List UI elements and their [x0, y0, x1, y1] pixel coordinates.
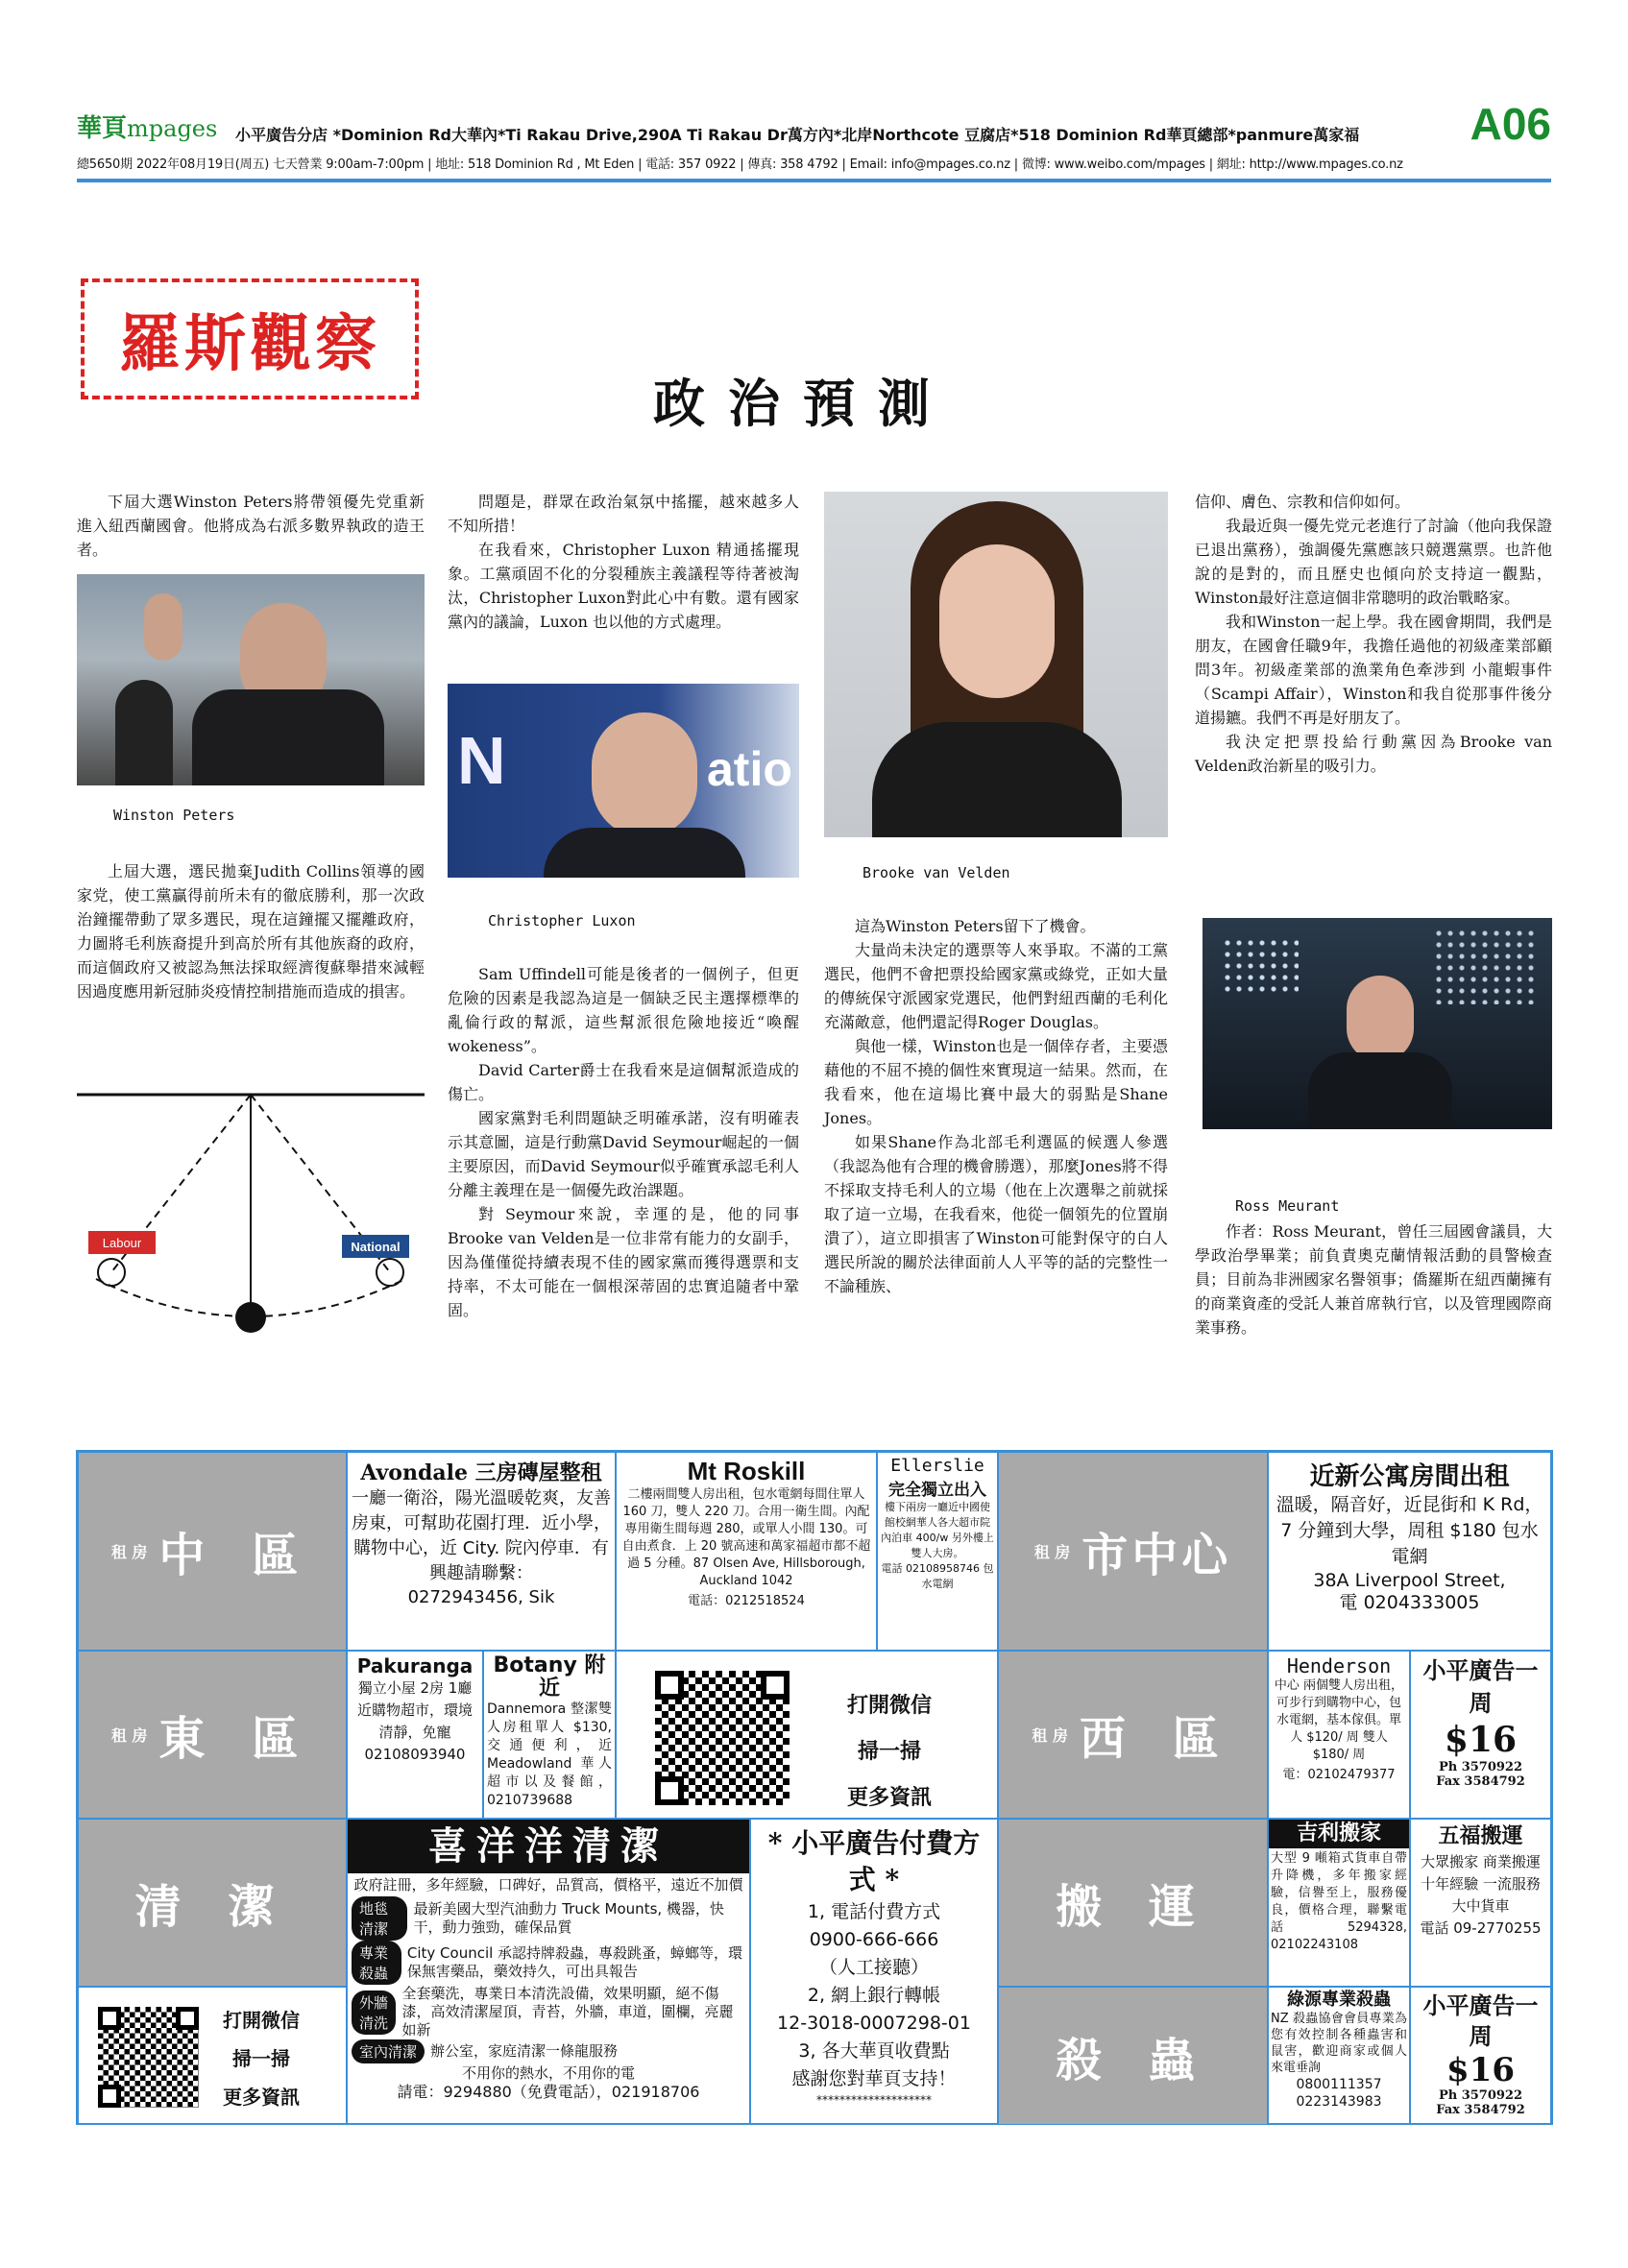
national-label: National: [351, 1240, 401, 1254]
zone-central: 租 房 中 區: [78, 1452, 347, 1651]
zone-moving: 搬 運: [998, 1819, 1268, 1987]
ad-henderson: Henderson 中心 兩個雙人房出租，可步行到購物中心，包水電網，基本傢俱。單人 $120/ 周 雙人 $180/ 周 電：02102479377: [1268, 1651, 1410, 1819]
ad-city-apartment: 近新公寓房間出租 溫暖，隔音好，近昆街和 K Rd，7 分鐘到大學，周租 $180 包水電網 38A Liverpool Street, 電 0204333005: [1268, 1452, 1551, 1651]
pendulum-bob: [235, 1302, 266, 1333]
labour-label: Labour: [102, 1236, 142, 1250]
masthead-logo: 華頁mpages: [77, 114, 218, 143]
col1-body: 上屆大選，選民拋棄Judith Collins領導的國家党，使工黨贏得前所未有的徹底勝利，那一次政治鐘擺帶動了眾多選民，現在這鐘擺又擺離政府，力圖將毛利族裔提升到高於所有其他族裔的政府，而這個政府又被認為無法採取經濟復蘇舉措來減輕因過度應用新冠肺炎疫情控制措施而造成的損害。: [77, 862, 425, 1001]
photo-christopher-luxon: N atio: [448, 684, 799, 878]
ad-botany: Botany 附近 Dannemora 整潔雙人房租單人 $130, 交通便利，近 Meadowland 華人超市以及餐館，0210739688: [483, 1651, 616, 1819]
qr-code-2[interactable]: [98, 2007, 199, 2108]
issue-info: 總5650期 2022年08月19日(周五) 七天營業 9:00am-7:00pm | 地址: 518 Dominion Rd , Mt Eden | 電話: 357 0922 | 傳真: 358 4792 | Email: info@mpages.co.nz | 微博: www.weibo.com/mpages | 網址: http://www.mpages.co.nz: [77, 157, 1403, 172]
branch-list: 小平廣告分店 *Dominion Rd大華內*Ti Rakau Drive,290A Ti Rakau Dr萬方內*北岸Northcote 豆腐店*518 Dominion Rd華頁總部*panmure萬家福: [235, 126, 1360, 144]
caption-luxon: Christopher Luxon: [488, 912, 636, 929]
wechat-text-2: 打開微信 掃一掃 更多資訊: [223, 2009, 300, 2109]
col4-top: 信仰、膚色、宗教和信仰如何。 我最近與一優先党元老進行了討論（他向我保證已退出黨務），強調優先黨應該只競選黨票。也許他說的是對的，而且歷史也傾向於支持這一觀點，Winston最好注意這個非常聰明的政治戰略家。 我和Winston一起上學。我在國會期間，我們是朋友，在國會任職9年，我擔任過他的初級產業部顧問3年。初級產業部的漁業角色牽涉到 小龍蝦事件（Scampi Affair），Winston和我自從那事件後分道揚鑣。我們不再是好朋友了。 我決定把票投給行動黨因為Brooke van Velden政治新星的吸引力。: [1195, 493, 1552, 775]
ad-payment-methods: * 小平廣告付費方式 * 1, 電話付費方式 0900-666-666 （人工接聽） 2, 網上銀行轉帳 12-3018-0007298-01 3, 各大華頁收費點 感謝您對華頁支持！ ********************: [750, 1819, 998, 2125]
ad-wufu-moving: 五福搬運 大眾搬家 商業搬運 十年經驗 一流服務 大中貨車 電話 09-2770255: [1410, 1819, 1551, 1987]
ad-avondale: Avondale 三房磚屋整租 一廳一衛浴，陽光溫暖乾爽，友善房東，可幫助花園打理．近小學，購物中心，近 City. 院內停車．有興趣請聯繫： 0272943456, Sik: [347, 1452, 616, 1651]
ad-small-ad-2: 小平廣告一周 $16 Ph 3570922 Fax 3584792: [1410, 1987, 1551, 2125]
zone-pest-control: 殺 蟲: [998, 1987, 1268, 2125]
zone-west: 租 房 西 區: [998, 1651, 1268, 1819]
headline: 政治預測: [653, 373, 953, 434]
pendulum-diagram: [77, 1066, 425, 1354]
col2-body: Sam Uffindell可能是後者的一個例子，但更危險的因素是我認為這是一個缺乏民主選擇標準的亂倫行政的幫派，這些幫派很危險地接近“喚醒wokeness”。 David Carter爵士在我看來是這個幫派造成的傷亡。 國家黨對毛利問題缺乏明確承諾，沒有明確表示其意圖，這是行動黨David Seymour崛起的一個主要原因，而David Seymour似乎確實承認毛利人分離主義理在是一個優先政治課題。 對 Seymour來說，幸運的是，他的同事Brooke van Velden是一位非常有能力的女副手，因為僅僅從持續表現不佳的國家黨而獲得選票和支持率，不太可能在一個根深蒂固的忠實追隨者中鞏固。: [448, 965, 799, 1319]
zone-east: 租 房 東 區: [78, 1651, 347, 1819]
ad-wechat-2: [78, 1987, 347, 2125]
zone-city-centre: 租 房 市中心: [998, 1452, 1268, 1651]
classified-ads: [76, 1450, 1553, 2125]
ad-mt-roskill: Mt Roskill 二樓兩間雙人房出租，包水電網每間住單人 160 刀，雙人 220 刀。合用一衛生間。內配專用衛生間每週 280，或單人小間 130。可自由煮食．上 20 號高速和萬家福超市都不超過 5 分種。87 Olsen Ave, Hillsborough, Auckland 1042 電話：0212518524: [616, 1452, 877, 1651]
wechat-text-1: 打開微信 掃一掃 更多資訊: [847, 1693, 933, 1810]
header-rule: [77, 179, 1551, 182]
ad-ellerslie: Ellerslie 完全獨立出入 樓下兩房一廳近中國使館校網華人各大超市院內泊車 400/w 另外樓上雙人大房。 電話 02108958746 包水電網: [877, 1452, 998, 1651]
col4-bio: 作者：Ross Meurant，曾任三屆國會議員，大學政治學畢業；前負責奧克蘭情報活動的員警檢查員；目前為非洲國家名譽領事；僑羅斯在紐西蘭擁有的商業資產的受託人兼首席執行官，以及管理國際商業事務。: [1195, 1222, 1552, 1337]
ad-wechat-1: [616, 1651, 998, 1819]
photo-winston-peters: [77, 574, 425, 785]
zone-cleaning: 清 潔: [78, 1819, 347, 1987]
qr-code[interactable]: [655, 1671, 790, 1805]
photo-ross-meurant: [1203, 918, 1552, 1129]
column-title-box: [81, 278, 419, 399]
ad-pakuranga: Pakuranga 獨立小屋 2房 1廳 近購物超市，環境清靜，免寵 02108093940: [347, 1651, 483, 1819]
col3-body: 這為Winston Peters留下了機會。 大量尚未決定的選票等人來爭取。不滿的工黨選民，他們不會把票投給國家黨或綠党，正如大量的傳統保守派國家党選民，他們對紐西蘭的毛利化充滿敵意，他們還記得Roger Douglas。 與他一樣，Winston也是一個倖存者，主要憑藉他的不屈不撓的個性來實現這一結果。然而，在我看來，他在這場比賽中最大的弱點是Shane Jones。 如果Shane作為北部毛利選區的候選人參選（我認為他有合理的機會勝選），那麼Jones將不得不採取支持毛利人的立場（他在上次選舉之前就採取了這一立場，在我看來，他從一個領先的位置崩潰了），這立即損害了Winston可能對保守的白人選民所說的關於法律面前人人平等的話的完整性一不論種族、: [824, 917, 1168, 1295]
ad-jili-moving: 吉利搬家 大型 9 噸箱式貨車自帶升降機，多年搬家經驗，信譽至上，服務優良，價格合理，聯繫電話 5294328, 02102243108: [1268, 1819, 1410, 1987]
column-title: 羅斯觀察: [119, 308, 380, 380]
ad-lvyuan-pest: 綠源專業殺蟲 NZ 殺蟲協會會員專業為您有效控制各種蟲害和鼠害，歡迎商家或個人來電垂詢 0800111357 0223143983: [1268, 1987, 1410, 2125]
col1-intro: 下屆大選Winston Peters將帶領優先党重新進入紐西蘭國會。他將成為右派多數界執政的造王者。: [77, 493, 425, 559]
photo-brooke-van-velden: [824, 492, 1168, 837]
page-number: A06: [1470, 99, 1551, 149]
caption-brooke: Brooke van Velden: [863, 864, 1010, 881]
ad-small-ad-1: 小平廣告一周 $16 Ph 3570922 Fax 3584792: [1410, 1651, 1551, 1819]
caption-ross: Ross Meurant: [1235, 1197, 1340, 1215]
ad-xiyangyang-cleaning: 喜洋洋清潔 政府註冊，多年經驗，口碑好，品質高，價格平，遠近不加價 地毯清潔 最新美國大型汽油動力 Truck Mounts, 機器，快干，動力強勁，確保品質 專業殺蟲 City Council 承認持牌殺蟲，專殺跳蚤，蟑螂等，環保無害藥品，藥效持久，可出具報告 外牆清洗 全套藥洗，專業日本清洗設備，效果明顯，絕不傷漆，高效清潔屋頂，青苔，外牆，車道，圍欄，亮麗如新 室內清潔 辦公室，家庭清潔一條龍服務 不用你的熱水，不用你的電 請電：9294880（免費電話），021918706: [347, 1819, 750, 2125]
caption-winston: Winston Peters: [113, 807, 235, 824]
col2-top: 問題是，群眾在政治氣氛中搖擺，越來越多人不知所措！ 在我看來，Christopher Luxon 精通搖擺現象。工黨頑固不化的分裂種族主義議程等待著被淘汰，Christopher Luxon對此心中有數。還有國家黨內的議論，Luxon 也以他的方式處理。: [448, 493, 799, 631]
